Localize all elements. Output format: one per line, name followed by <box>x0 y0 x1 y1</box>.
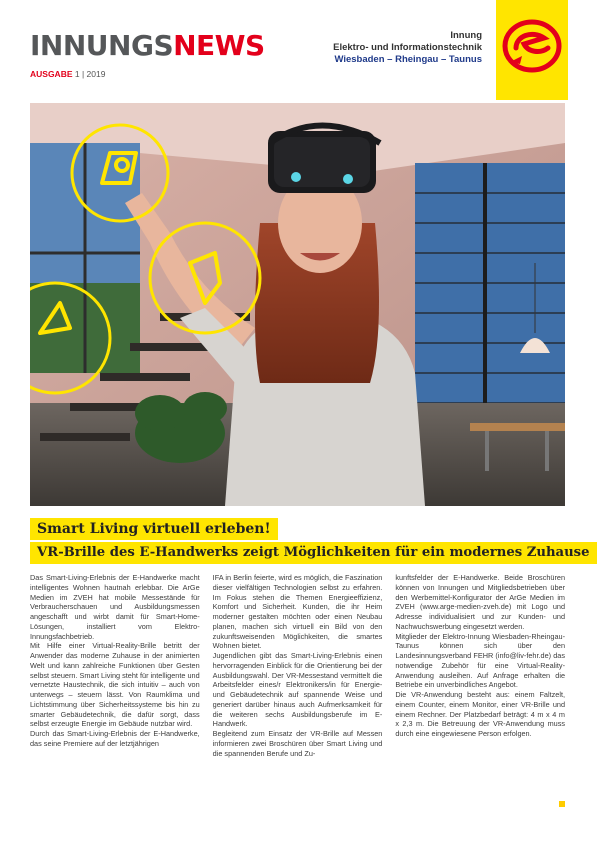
hero-image <box>30 103 565 506</box>
brand-innungs: INNUNGS <box>30 29 174 62</box>
paragraph: Jugendlichen gibt das Smart-Living-Erlebnis einen hervorragenden Einblick für die Orientierung bei der Ausbildungswahl. Der VR-Messestand vermittelt die Arbeitsfelder eines/r Elektronikers/in für Energie- und Gebäudetechnik auf spannende Weise und generiert darüber hinaus auch Aufmerksamkeit für die weiteren sechs Ausbildungsberufe im E-Handwerk. <box>212 651 383 729</box>
guild-line-1: Innung <box>450 30 482 41</box>
text-column-1 <box>30 573 200 813</box>
guild-region: Wiesbaden – Rheingau – Taunus <box>334 54 482 65</box>
paragraph: kunftsfelder der E-Handwerke. Beide Broschüren können von Innungen und Mitgliedsbetrieben über den Werbemittel-Konfigurator der ArGe Medien im ZVEH (www.arge-medien-zveh.de) mit Logo und Adresse individualisiert und zur Kunden- und Nachwuchswerbung eingesetzt werden. <box>395 573 566 631</box>
paragraph: Begleitend zum Einsatz der VR-Brille auf Messen informieren zwei Broschüren über Smart Living und die spannenden Berufe und Zu- <box>212 729 383 758</box>
article-subheadline: VR-Brille des E-Handwerks zeigt Möglichkeiten für ein modernes Zuhause <box>30 542 597 564</box>
paragraph: Durch das Smart-Living-Erlebnis der E-Handwerke, das seine Premiere auf der letztjährigen <box>30 729 200 748</box>
text-column-2 <box>213 573 383 813</box>
paragraph: Die VR-Anwendung besteht aus: einem Faltzelt, einem Counter, einem Monitor, einer VR-Brille und einem Rechner. Der Platzbedarf beträgt: 4 m x 4 m x 2,3 m. Die Betreuung der VR-Anwendung muss durch eine eingewiesene Person erfolgen. <box>395 690 566 738</box>
brand-news: NEWS <box>173 29 265 62</box>
guild-name <box>292 30 482 66</box>
paragraph: IFA in Berlin feierte, wird es möglich, die Faszination dieser vielfältigen Technologien selbst zu erfahren. Im Fokus stehen die Themen Energieeffizienz, Komfort und Sicherheit. Kunden, die ihr Heim moderner gestalten möchten oder einen Neubau planen, machen sich virtuell ein Bild von den zukunftsweisenden Möglichkeiten, die smartes Wohnen bietet. <box>212 573 383 651</box>
article-body <box>30 573 565 813</box>
e-handwerk-logo <box>496 0 568 100</box>
issue-label: AUSGABE <box>30 69 73 79</box>
paragraph: Das Smart-Living-Erlebnis der E-Handwerke macht intelligentes Wohnen hautnah erlebbar. Die ArGe Medien im ZVEH hat mobile Messestände für Verbraucherschauen und Ausbildungsmessen angeschafft und wirbt damit für Smart-Home-Lösungen, installiert vom Elektro-Innungsfachbetrieb. <box>30 573 200 641</box>
paragraph: Mitglieder der Elektro-Innung Wiesbaden-Rheingau-Taunus können sich über den Landesinnungsverband FEHR (info@liv-fehr.de) das notwendige Zubehör für eine Virtual-Reality-Anwendung ausleihen. Auf Anfrage erhalten die Betriebe ein unverbindliches Angebot. <box>395 631 566 690</box>
issue-line <box>30 69 105 79</box>
paragraph: Mit Hilfe einer Virtual-Reality-Brille betritt der Anwender das moderne Zuhause in der animierten Welt und kann zahlreiche Funktionen über Gesten selbst steuern. Smart Living steht für intelligente und vernetzte Haustechnik, die sich intuitiv – auch von unterwegs – steuern lässt. Von Raumklima und Lichtstimmung über Sicherheitssysteme bis hin zu smarter Gebäudetechnik, die dafür sorgt, dass selbst erzeugte Energie im Gebäude nutzbar wird. <box>30 641 200 729</box>
guild-line-2: Elektro- und Informationstechnik <box>333 42 482 53</box>
e-logo-icon <box>502 18 562 74</box>
issue-number: 1 | 2019 <box>74 69 106 79</box>
article-end-mark <box>559 801 565 807</box>
masthead <box>30 26 300 86</box>
vr-woman-illustration <box>30 103 565 506</box>
newsletter-title <box>30 30 265 62</box>
article-headline: Smart Living virtuell erleben! <box>30 518 278 540</box>
text-column-3 <box>395 573 565 813</box>
